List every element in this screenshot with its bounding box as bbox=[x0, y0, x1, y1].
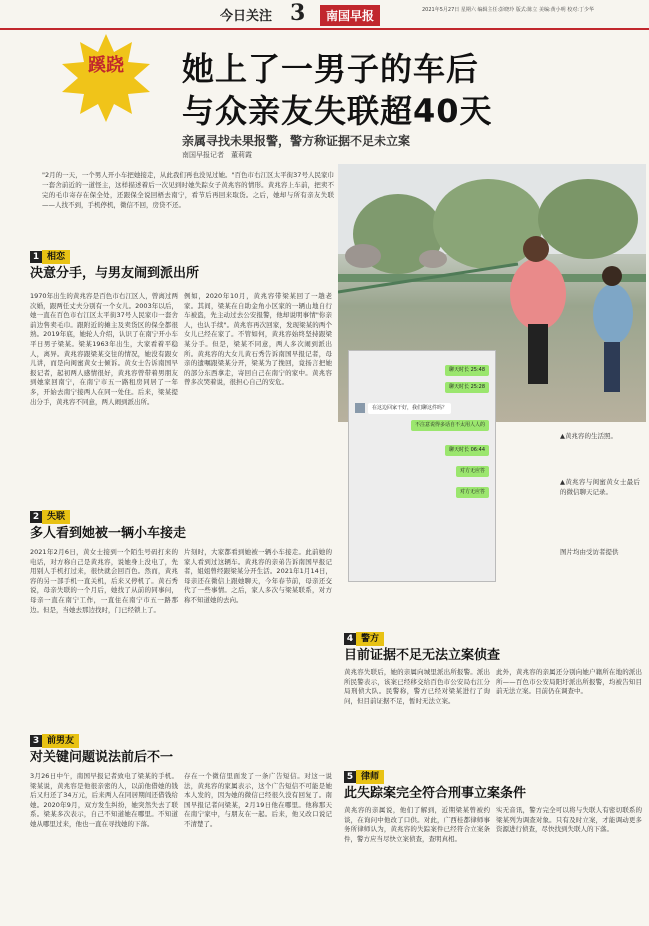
caption-photo1: ▲黄兆容的生活照。 bbox=[560, 432, 617, 440]
section-label: 相恋 bbox=[42, 250, 70, 264]
section-4-col1: 黄兆容失联后，她的亲属向城里派出所报警。派出所民警表示，该案已经移交给百色市公安局右江分局刑侦大队。民警称，警方已经对梁某进行了询问，但目前证据不足，暂时无法立案。 bbox=[344, 668, 490, 705]
section-4-header bbox=[344, 626, 384, 646]
chat-screenshot bbox=[348, 350, 496, 582]
section-label: 失联 bbox=[42, 510, 70, 524]
starburst-icon bbox=[62, 34, 150, 122]
section-name: 今日关注 bbox=[220, 9, 273, 24]
chat-message: 聊天时长 25:28 bbox=[355, 382, 489, 393]
page-number: 3 bbox=[290, 0, 306, 26]
topic-badge bbox=[62, 34, 150, 122]
section-3-col2: 存在一个微信里面发了一条广告短信。对这一说法，黄兆容的家属表示，这个广告短信不可能是她本人发的，因为她的微信已经很久没有回复了。南国早报记者问梁某，2月19日他在哪里。他称那天在南宁家中，与朋友在一起。后来，他又改口说记不清楚了。 bbox=[184, 772, 332, 828]
section-3-col1: 3月26日中午，南国早报记者致电了梁某的手机。梁某说，黄兆容是他很亲密的人，以前他借她的钱后又归还了34万元，后来两人在同居期间还借钱给她。2020年9月，双方发生纠纷，她突然失去了联系。梁某多次表示，自己不知道她在哪里。不知道她从哪里过来，他也一直在寻找她的下落。 bbox=[30, 772, 178, 828]
section-number: 2 bbox=[30, 511, 42, 523]
section-number: 4 bbox=[344, 633, 356, 645]
chat-message: 对方无应答 bbox=[355, 466, 489, 477]
section-2-title: 多人看到她被一辆小车接走 bbox=[30, 526, 187, 541]
caption-photo2: ▲黄兆容与闺蜜黄女士最后的微信聊天记录。 bbox=[560, 478, 640, 496]
section-label: 律师 bbox=[356, 770, 384, 784]
chat-message: 不注意说得多话自不太用人人的 bbox=[355, 420, 489, 431]
section-3-title: 对关键问题说法前后不一 bbox=[30, 750, 174, 765]
badge-text: 蹊跷 bbox=[88, 55, 124, 76]
byline: 南国早报记者 董莉霞 bbox=[182, 151, 252, 159]
avatar bbox=[355, 403, 365, 413]
section-label: 前男友 bbox=[42, 734, 79, 748]
chat-message: 聊天时长 06:44 bbox=[355, 445, 489, 456]
header-meta: 2021年5月27日 星期六 编辑主任:彭晓玲 版式:陈立 美编:黄小明 校对:丁少华 bbox=[422, 7, 594, 13]
section-number: 3 bbox=[30, 735, 42, 747]
section-5-col1: 黄兆容的亲属说，他们了解到，近期梁某曾被约谈，在询问中他改了口供。对此，广西桂都律师事务所律师认为，黄兆容的失踪案件已经符合立案条件，警方应当尽快立案侦查，查明真相。 bbox=[344, 806, 490, 843]
section-5-col2: 实无音讯，警方完全可以将与失联人有密切联系的梁某列为调查对象。只有及时立案，才能调动更多资源进行侦查，尽快找到失联人的下落。 bbox=[496, 806, 642, 834]
section-4-title: 目前证据不足无法立案侦查 bbox=[344, 648, 501, 663]
chat-message: 对方无应答 bbox=[355, 487, 489, 498]
section-1-title: 决意分手，与男友闹到派出所 bbox=[30, 266, 200, 281]
chat-message: 在这边回家干好，我们聊这件吗？ bbox=[355, 403, 489, 414]
paper-logo: 南国早报 bbox=[320, 5, 380, 26]
section-1-col1: 1970年出生的黄兆容是百色市右江区人，曾离过两次婚，跟两任丈夫分别有一个女儿。2003年以后，她一直在百色市右江区太平街37号人民家巾一套舍前边售卖毛巾。跟附近的摊主及卖货区的保全都很熟。2019年底，她轮人介绍，认识了在南宁开小车平日男子梁某。梁某1963年出生，大家看着平稳人，离异。黄兆容跟梁某交往的情况，她没有跟女儿讲，而是向闺蜜黄女士倾诉。黄女士告诉南国早报记者，起初两人感情很好，黄兆容曾带着男朋友到她家回南宁，在南宁市五一路租房同居了一年多，开始去南宁接两人在同一处住。后来，梁某提出分手，黄兆容不同意，两人闹到派出所。 bbox=[30, 292, 178, 406]
headline-line2: 与众亲友失联超40天 bbox=[182, 92, 493, 130]
section-2-col1: 2021年2月6日，黄女士接到一个陌生号码打来的电话，对方称自己是黄兆容，说她身上没电了，先用别人手机打过来，很快就会回百色。然而，黄兆容的另一部手机一直关机，后来又停机了。黄石秀说，母亲失联的一个月后，她找了从前的同事问，母亲一直在南宁工作，一直住在南宁市五一路那边。但是，当她去那边找时，门已经锁上了。 bbox=[30, 548, 178, 614]
section-2-header bbox=[30, 504, 70, 524]
section-3-header bbox=[30, 728, 79, 748]
section-number: 5 bbox=[344, 771, 356, 783]
section-5-header bbox=[344, 764, 384, 784]
section-4-col2: 此外，黄兆容的亲属还分别向她户籍所在地的派出所——百色市公安局阳圩派出所报警，均被告知目前无法立案。目前仍在调查中。 bbox=[496, 668, 642, 696]
headline-line1: 她上了一男子的车后 bbox=[182, 50, 480, 88]
section-label: 警方 bbox=[356, 632, 384, 646]
section-5-title: 此失踪案完全符合刑事立案条件 bbox=[344, 786, 527, 801]
chat-message: 聊天时长 25:48 bbox=[355, 365, 489, 376]
headline-subtitle: 亲属寻找未果报警，警方称证据不足未立案 bbox=[182, 134, 411, 148]
page-header bbox=[0, 0, 649, 30]
section-1-col2: 例如，2020年10月，黄兆容带梁某回了一趟老家。其间，梁某在自助金角小区家的一辆山地自行车被盗，先主动过去公安报警，他却说明事情"你亲人，也认手续"。黄兆容再次回家，发现梁某的两个女儿已经在家了。不管如何，黄兆容始终坚持跟梁某分手。但是，梁某不同意，两人多次闹到派出所。黄兆容的大女儿黄石秀告诉南国早报记者，母亲的遗嘱跟梁某分开，梁某为了挽回，竟扬言把她的部分东西拿走，寄回自己在南宁的家中。黄兆容曾多次哭着说，很担心自己的安危。 bbox=[184, 292, 332, 387]
lead-paragraph: "2月的一天，一个男人开小车把她接走，从此我们再也没见过她。"百色市右江区太平街37号人民家巾一套舍前近的一道怪主，这样描述着后一次见到时她失踪女子黄兆容的情形。黄兆容上车前，把卖不完的毛巾寄存在保全处，还跟保全说回梧去南宁，看节后再回来取货。之后，她却与所有亲友失联——人找不到，手机停机，微信不回，房贷不还。 bbox=[42, 171, 334, 209]
section-number: 1 bbox=[30, 251, 42, 263]
section-2-col2: 片刻时，大家都看到她被一辆小车接走。此前她的家人看到过这辆车。黄兆容的亲弟告诉南国早报记者，姐姐曾经跟梁某分开生活。2021年1月14日，母亲还在微信上跟她聊天，今年春节前，母亲还交代了一些事情。之后，家人多次与梁某联系，对方称不知道她的去向。 bbox=[184, 548, 332, 604]
section-1-header bbox=[30, 244, 70, 264]
caption-credit: 图片均由受访者提供 bbox=[560, 548, 619, 556]
